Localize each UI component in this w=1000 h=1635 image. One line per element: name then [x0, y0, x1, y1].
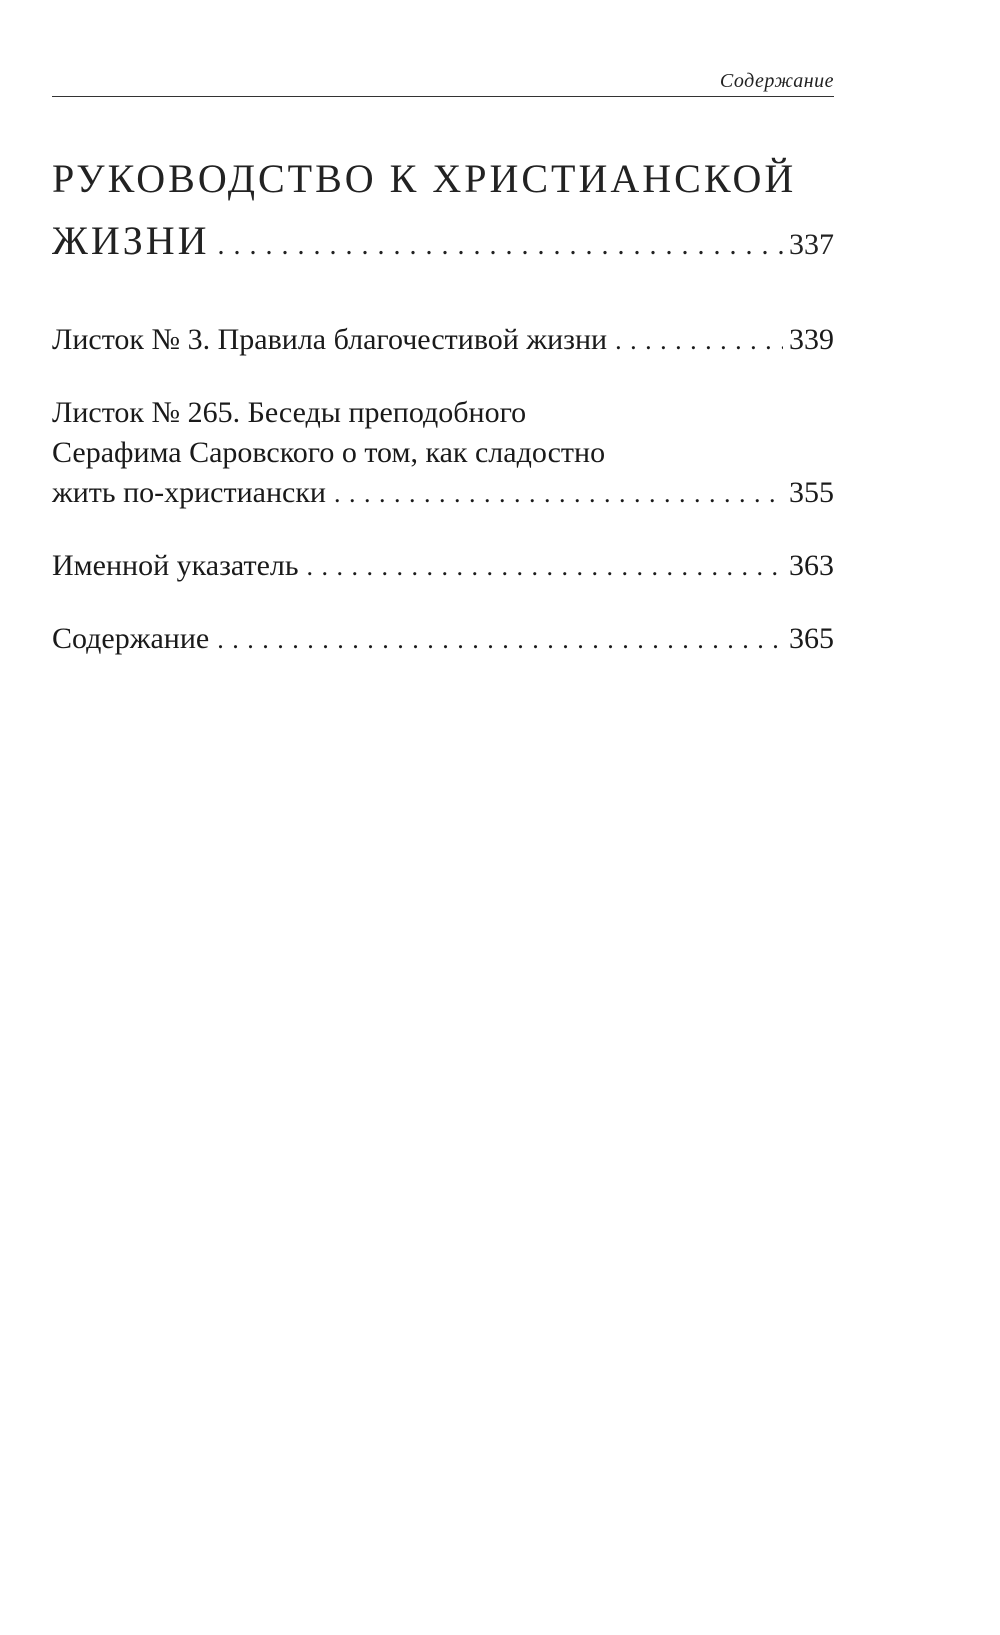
toc-entry-line	[52, 546, 834, 587]
toc-entry-page-number: 363	[789, 549, 834, 582]
toc-entry-title: Листок № 3. Правила благочестивой жизни	[52, 323, 608, 356]
dot-leader	[307, 547, 783, 587]
section-title-last-line	[52, 210, 834, 277]
toc-entry-page-number: 355	[789, 476, 834, 509]
dot-leader	[218, 215, 783, 277]
toc-entry-title-line: жить по-христиански	[52, 476, 326, 509]
dot-leader	[615, 321, 783, 361]
toc-entry[interactable]	[52, 393, 834, 514]
toc-entry-title-line: Серафима Саровского о том, как сладостно	[52, 436, 606, 469]
toc-entry-page-number: 339	[789, 323, 834, 356]
section-title	[52, 148, 834, 277]
toc-entry[interactable]	[52, 320, 834, 361]
section-page-number: 337	[789, 228, 834, 261]
toc-entry-line	[52, 473, 834, 514]
dot-leader	[334, 474, 783, 514]
running-head-title: Содержание	[719, 70, 834, 92]
section-title-line-2: ЖИЗНИ	[52, 218, 210, 263]
toc-entry[interactable]	[52, 546, 834, 587]
toc-entry-title: Содержание	[52, 622, 210, 655]
section-title-line-1: РУКОВОДСТВО К ХРИСТИАНСКОЙ	[52, 156, 797, 201]
dot-leader	[217, 620, 783, 660]
toc-entry-line	[52, 619, 834, 660]
toc-entry[interactable]	[52, 619, 834, 660]
running-head	[52, 68, 834, 97]
toc-entry-title: Именной указатель	[52, 549, 299, 582]
toc-entry-title-line: Листок № 265. Беседы преподобного	[52, 396, 527, 429]
toc-entry-page-number: 365	[789, 622, 834, 655]
toc-entry-line	[52, 320, 834, 361]
toc-entries	[52, 320, 834, 692]
